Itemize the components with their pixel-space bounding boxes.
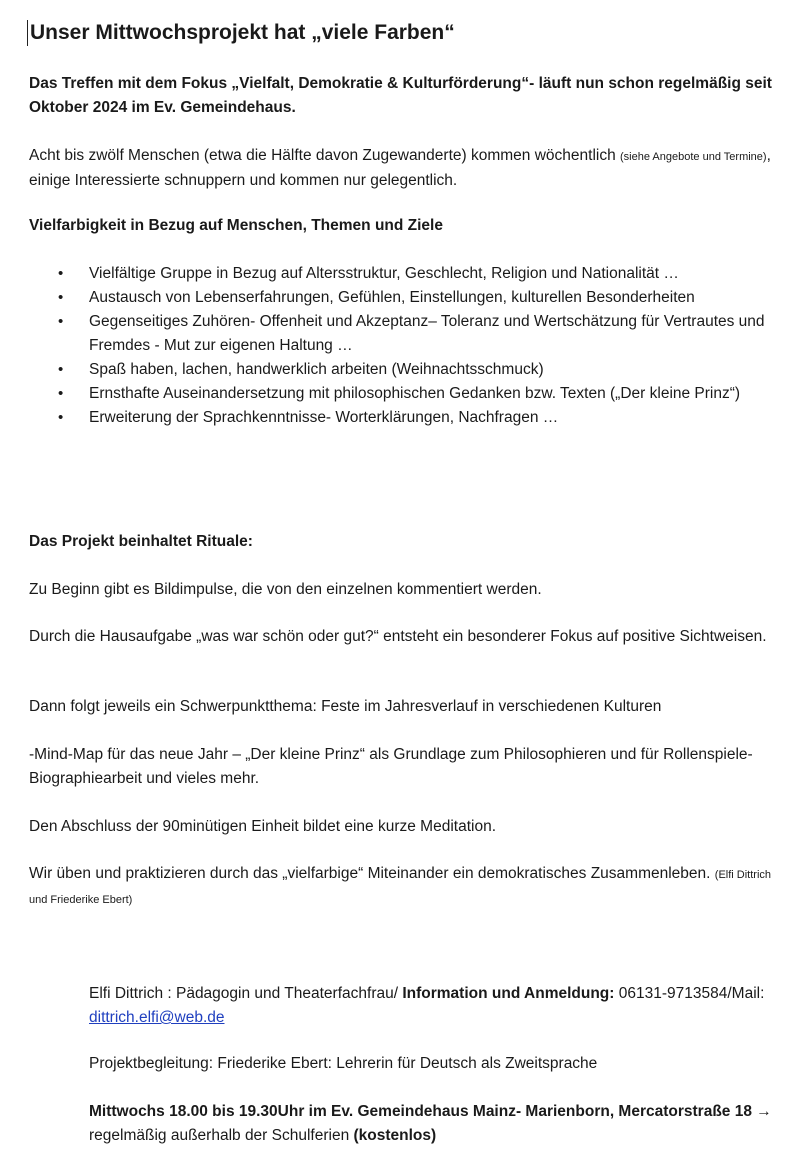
ritual-paragraph-5: Den Abschluss der 90minütigen Einheit bildet eine kurze Meditation. [29,818,496,835]
arrow-right-icon: → [756,1103,772,1120]
bullet-item: • Vielfältige Gruppe in Bezug auf Altersstruktur, Geschlecht, Religion und Nationalität … [0,262,769,286]
ritual-paragraph-4: -Mind-Map für das neue Jahr – „Der kleine Prinz“ als Grundlage zum Philosophieren und für Rollenspiele- Biographiearbeit und vieles mehr. [29,746,753,787]
bullet-item: • Ernsthafte Auseinandersetzung mit philosophischen Gedanken bzw. Texten („Der kleine Prinz“) [0,382,769,406]
email-link[interactable]: dittrich.elfi@web.de [89,1009,225,1026]
ritual-paragraph-1: Zu Beginn gibt es Bildimpulse, die von den einzelnen kommentiert werden. [29,581,542,598]
ritual-paragraph-3: Dann folgt jeweils ein Schwerpunktthema: Feste im Jahresverlauf in verschiedenen Kulturen [29,698,662,715]
attendance-text-b: , einige Interessierte schnuppern und kommen nur gelegentlich. [29,147,771,189]
ritual-paragraph-2: Durch die Hausaufgabe „was war schön oder gut?“ entsteht ein besonderer Fokus auf positive Sichtweisen. [29,628,767,645]
attendance-reference: (siehe Angebote und Termine) [620,151,767,163]
contact-mail-label: /Mail: [727,985,765,1002]
bullet-item: • Austausch von Lebenserfahrungen, Gefühlen, Einstellungen, kulturellen Besonderheiten [0,286,769,310]
diversity-bullet-list [0,262,780,430]
contact-paragraph [89,982,779,1030]
closing-authors: (Elfi Dittrich und Friederike Ebert) [29,869,772,906]
contact-info-label: Information und Anmeldung: [402,985,615,1002]
intro-paragraph: Das Treffen mit dem Fokus „Vielfalt, Demokratie & Kulturförderung“- läuft nun schon regelmäßig seit Oktober 2024 im Ev. Gemeindehaus. [29,75,772,116]
bullet-item: • Spaß haben, lachen, handwerklich arbeiten (Weihnachtsschmuck) [0,358,769,382]
contact-phone: 06131-9713584 [614,985,728,1002]
bullet-item: • Erweiterung der Sprachkenntnisse- Worterklärungen, Nachfragen … [0,406,769,430]
document-title: Unser Mittwochsprojekt hat „viele Farben“ [27,20,455,46]
closing-paragraph [29,862,774,912]
section-heading-rituals: Das Projekt beinhaltet Rituale: [29,533,253,550]
schedule-paragraph [89,1100,779,1148]
schedule-cost: (kostenlos) [353,1127,437,1144]
attendance-paragraph [29,144,774,193]
support-paragraph: Projektbegleitung: Friederike Ebert: Lehrerin für Deutsch als Zweitsprache [89,1055,598,1072]
schedule-main: Mittwochs 18.00 bis 19.30Uhr im Ev. Gemeindehaus Mainz- Marienborn, Mercatorstraße 18 [89,1103,757,1120]
contact-intro: Elfi Dittrich : Pädagogin und Theaterfachfrau/ [89,985,403,1002]
bullet-item: • Gegenseitiges Zuhören- Offenheit und Akzeptanz– Toleranz und Wertschätzung für Vertrautes und Fremdes - Mut zur eigenen Haltung … [0,310,769,358]
attendance-text-a: Acht bis zwölf Menschen (etwa die Hälfte davon Zugewanderte) kommen wöchentlich [29,147,621,164]
schedule-regular: regelmäßig außerhalb der Schulferien [89,1127,354,1144]
closing-text: Wir üben und praktizieren durch das „vielfarbige“ Miteinander ein demokratisches Zusammenleben. [29,865,715,882]
section-heading-diversity: Vielfarbigkeit in Bezug auf Menschen, Themen und Ziele [29,217,443,234]
